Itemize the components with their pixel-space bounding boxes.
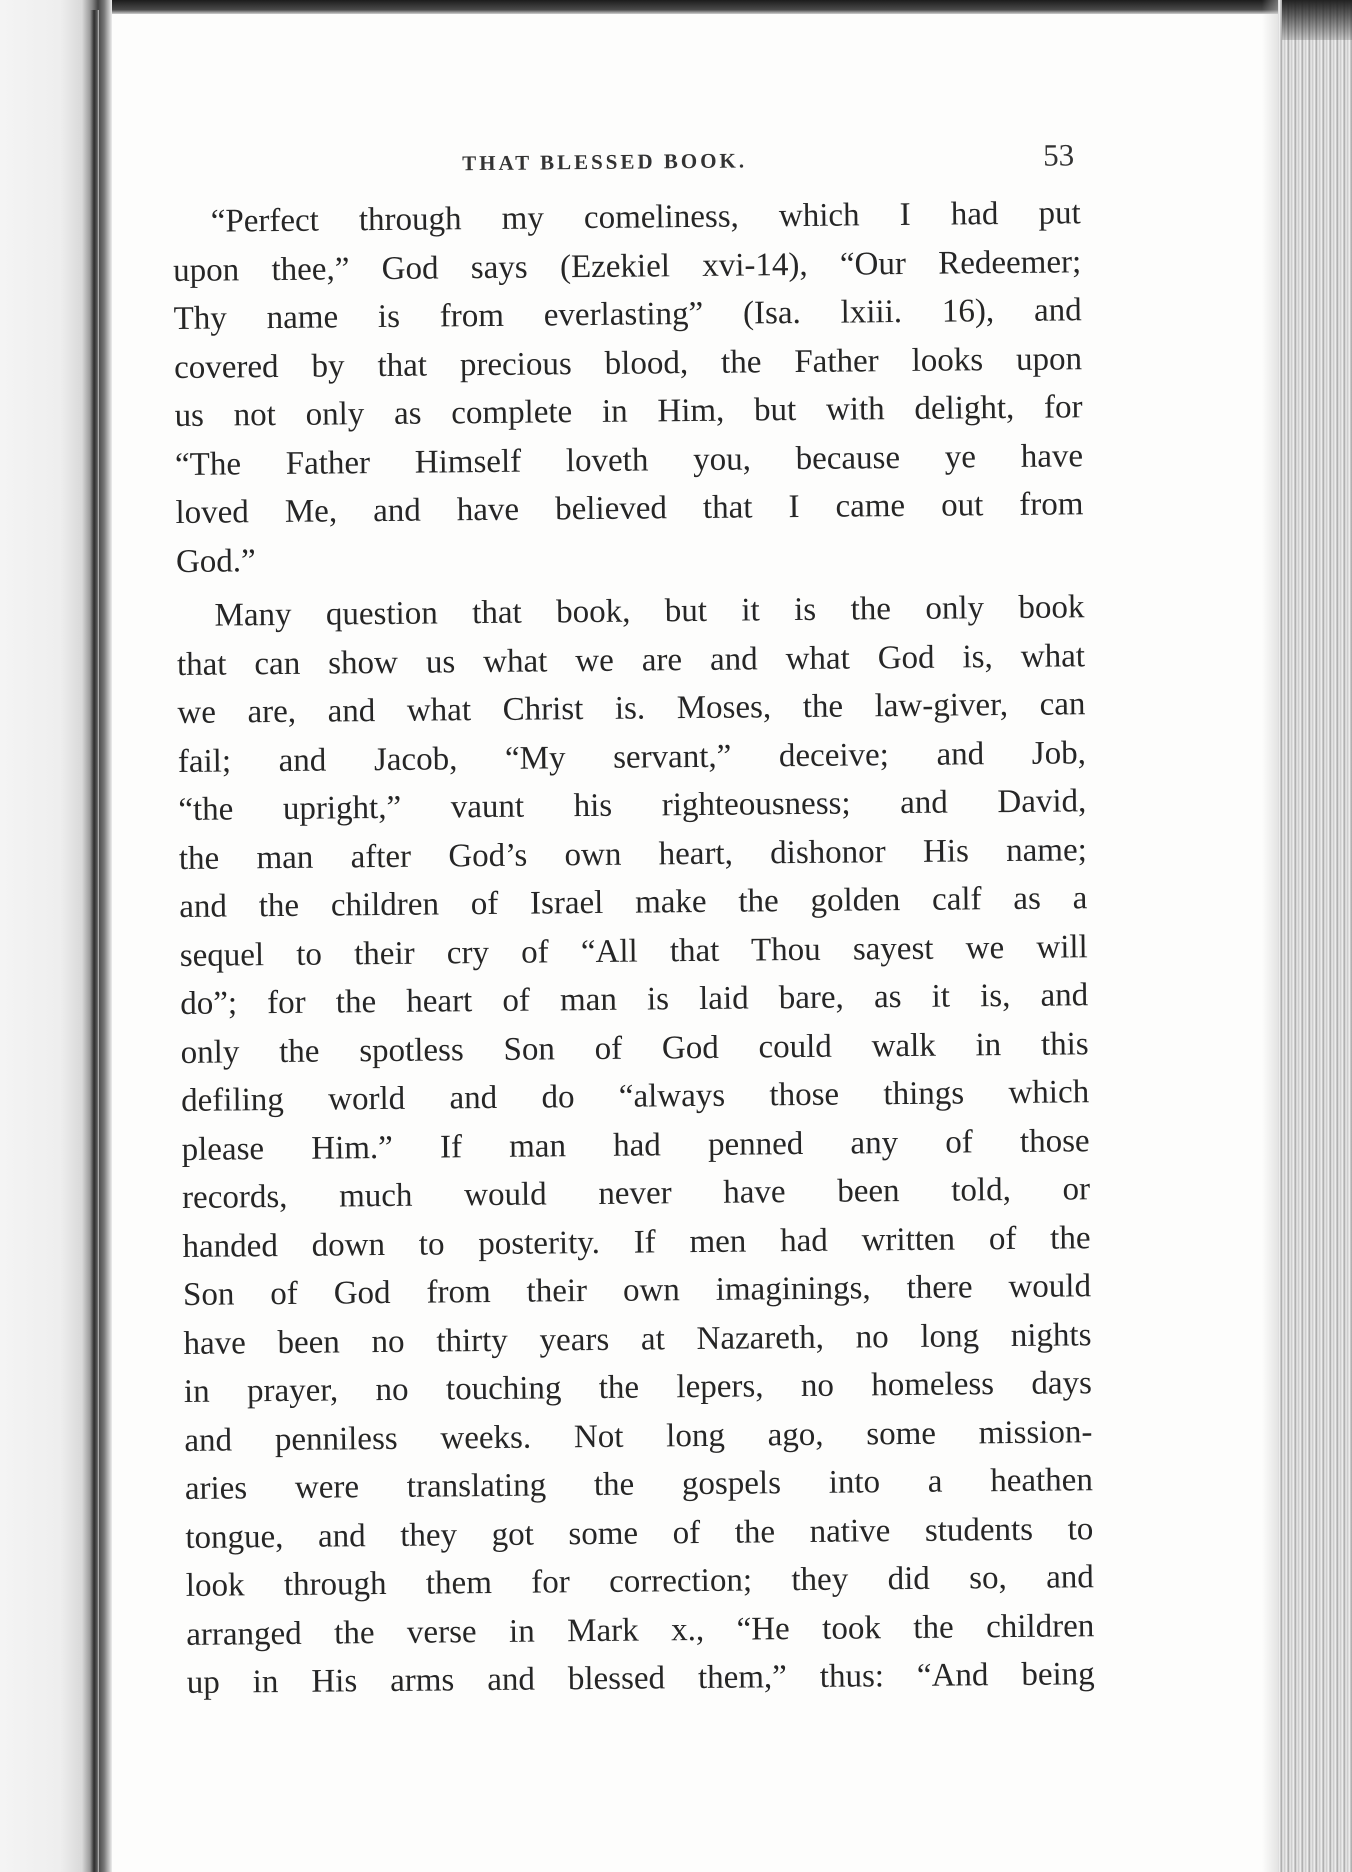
text-line: have been no thirty years at Nazareth, no long nights: [183, 1316, 1092, 1362]
text-line: that can show us what we are and what God is, what: [176, 637, 1086, 683]
text-line: covered by that precious blood, the Father looks upon: [173, 340, 1083, 386]
book-page: [172, 137, 1095, 1707]
text-line: look through them for correction; they did so, and: [185, 1559, 1094, 1604]
page-edges: [1278, 0, 1352, 1872]
binding-shadow: [90, 10, 99, 1872]
text-line: do”; for the heart of man is laid bare, as it is, and: [180, 977, 1089, 1022]
text-line: “The Father Himself loveth you, because ye have: [174, 437, 1084, 483]
text-line: please Him.” If man had penned any of those: [181, 1122, 1090, 1168]
text-line: records, much would never have been told, or: [181, 1171, 1091, 1216]
body-text: [172, 189, 1094, 1707]
text-line: handed down to posterity. If men had written of the: [182, 1219, 1091, 1265]
text-line: we are, and what Christ is. Moses, the law-giver, can: [177, 686, 1086, 731]
text-line: Son of God from their own imaginings, there would: [182, 1268, 1092, 1313]
text-line: fail; and Jacob, “My servant,” deceive; and Job,: [177, 734, 1087, 780]
text-line: and the children of Israel make the golden calf as a: [179, 880, 1088, 925]
text-line: “the upright,” vaunt his righteousness; and David,: [178, 783, 1087, 828]
text-line: Thy name is from everlasting” (Isa. lxiii. 16), and: [173, 292, 1082, 337]
text-line: Many question that book, but it is the only book: [214, 589, 1085, 634]
text-line: upon thee,” God says (Ezekiel xvi-14), “Our Redeemer;: [173, 243, 1082, 289]
text-line: “Perfect through my comeliness, which I had put: [210, 195, 1081, 240]
text-line: up in His arms and blessed them,” thus: “And being: [186, 1656, 1095, 1701]
text-line: the man after God’s own heart, dishonor His name;: [178, 831, 1087, 877]
scan-corner-shadow: [1282, 0, 1352, 40]
running-title: THAT BLESSED BOOK.: [462, 148, 748, 176]
paragraph-1: [172, 189, 1084, 586]
text-line: God.”: [175, 542, 256, 580]
text-line: us not only as complete in Him, but with delight, for: [174, 389, 1083, 434]
paragraph-2: [176, 583, 1095, 1707]
text-line: only the spotless Son of God could walk in this: [180, 1025, 1089, 1071]
text-line: tongue, and they got some of the native students to: [185, 1510, 1094, 1556]
running-head: [172, 137, 1080, 186]
text-line: loved Me, and have believed that I came out from: [175, 486, 1084, 531]
text-line: aries were translating the gospels into a heathen: [184, 1462, 1094, 1507]
text-line: in prayer, no touching the lepers, no homeless days: [183, 1365, 1093, 1410]
text-line: arranged the verse in Mark x., “He took the children: [186, 1607, 1095, 1653]
page-number: 53: [1042, 137, 1075, 173]
scan-top-edge: [0, 0, 1352, 14]
text-line: sequel to their cry of “All that Thou sayest we will: [179, 928, 1088, 974]
text-line: defiling world and do “always those things which: [180, 1074, 1090, 1119]
text-line: and penniless weeks. Not long ago, some mission-: [184, 1413, 1093, 1459]
